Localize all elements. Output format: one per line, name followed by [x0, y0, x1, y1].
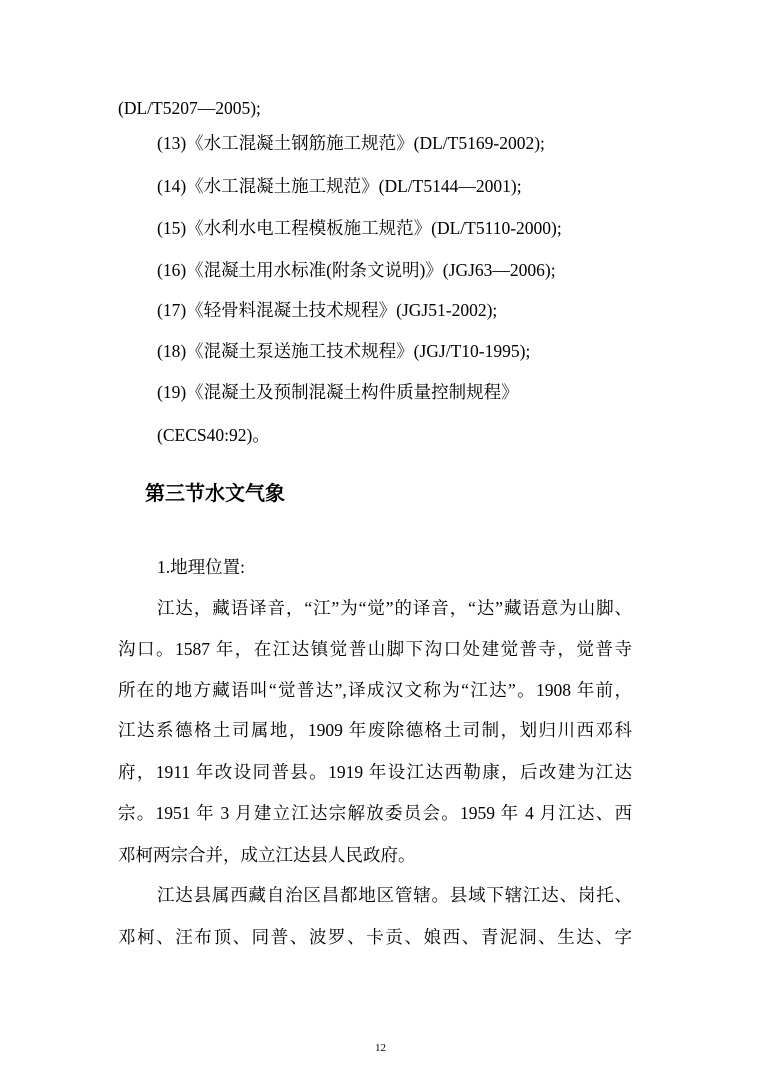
reference-item-19: (19)《混凝土及预制混凝土构件质量控制规程》 [157, 382, 519, 402]
reference-item-17: (17)《轻骨料混凝土技术规程》(JGJ51-2002); [157, 300, 498, 320]
paragraph1-line-4: 江达系德格土司属地，1909 年废除德格土司制，划归川西邓科 [118, 720, 632, 740]
paragraph2-line-1: 江达县属西藏自治区昌都地区管辖。县域下辖江达、岗托、 [157, 885, 632, 905]
paragraph1-line-7: 邓柯两宗合并，成立江达县人民政府。 [118, 845, 416, 865]
reference-item-14: (14)《水工混凝土施工规范》(DL/T5144—2001); [157, 176, 522, 196]
paragraph1-line-3: 所在的地方藏语叫“觉普达”,译成汉文称为“江达”。1908 年前， [118, 680, 632, 700]
section-title: 第三节水文气象 [145, 483, 285, 505]
reference-item-13: (13)《水工混凝土钢筋施工规范》(DL/T5169-2002); [157, 133, 545, 153]
paragraph1-line-6: 宗。1951 年 3 月建立江达宗解放委员会。1959 年 4 月江达、西 [118, 803, 632, 823]
reference-continuation: (DL/T5207—2005); [118, 98, 261, 118]
subsection-title: 1.地理位置: [157, 557, 245, 577]
reference-item-18: (18)《混凝土泵送施工技术规程》(JGJ/T10-1995); [157, 341, 531, 361]
reference-item-16: (16)《混凝土用水标准(附条文说明)》(JGJ63—2006); [157, 260, 556, 280]
reference-item-19-code: (CECS40:92)。 [157, 425, 270, 445]
reference-item-15: (15)《水利水电工程模板施工规范》(DL/T5110-2000); [157, 218, 562, 238]
paragraph2-line-2: 邓柯、汪布顶、同普、波罗、卡贡、娘西、青泥洞、生达、字 [118, 927, 632, 947]
page-number: 12 [375, 1042, 386, 1054]
paragraph1-line-5: 府，1911 年改设同普县。1919 年设江达西勒康，后改建为江达 [118, 762, 632, 782]
paragraph1-line-1: 江达，藏语译音，“江”为“觉”的译音，“达”藏语意为山脚、 [157, 598, 632, 618]
paragraph1-line-2: 沟口。1587 年，在江达镇觉普山脚下沟口处建觉普寺，觉普寺 [118, 639, 632, 659]
